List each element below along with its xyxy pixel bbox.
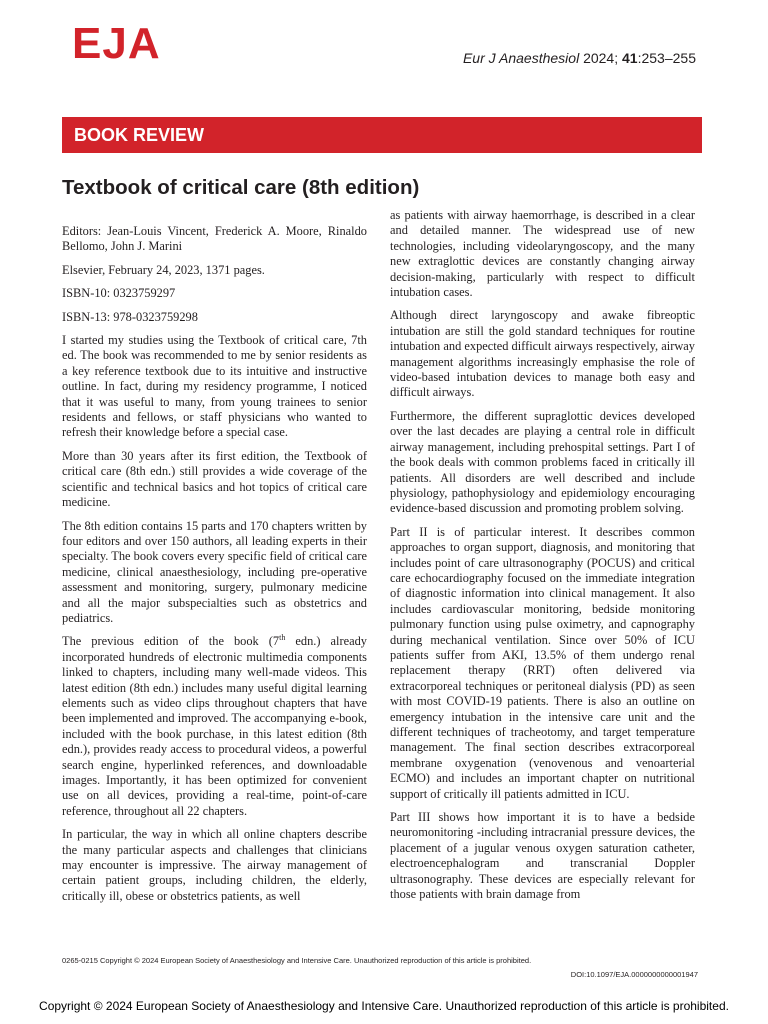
issn-copyright-line: 0265-0215 Copyright © 2024 European Society of Anaesthesiology and Intensive Care. Unauthorized reproduction of this article is prohibited. [62, 956, 532, 965]
superscript: th [279, 633, 286, 643]
book-publisher: Elsevier, February 24, 2023, 1371 pages. [62, 262, 265, 277]
article-title: Textbook of critical care (8th edition) [62, 176, 420, 199]
body-paragraph: Furthermore, the different supraglottic devices developed over the last decades are playing a central role in difficult airway management, including prehospital settings. Part I of the book deals with common problems faced in critically ill patients. All disorders are well described and include physiology, pathophysiology and epidemiology encouraging evidence-based discussion and promoting problem solving. [390, 408, 695, 516]
doi-link[interactable]: DOI:10.1097/EJA.0000000000001947 [570, 970, 698, 979]
journal-year: 2024; [579, 50, 623, 66]
body-paragraph: More than 30 years after its first edition, the Textbook of critical care (8th edn.) still provides a wide coverage of the scientific and technical basics and hot topics of critical care medicine. [62, 448, 367, 510]
journal-name: Eur J Anaesthesiol [462, 50, 580, 66]
book-editors: Editors: Jean-Louis Vincent, Frederick A. Moore, Rinaldo Bellomo, John J. Marini [62, 224, 367, 254]
body-paragraph: In particular, the way in which all online chapters describe the many particular aspects and challenges that clinicians may encounter is impressive. The airway management of certain patient groups, including children, the elderly, critically ill, obese or obstetrics patients, as well [62, 827, 367, 903]
body-paragraph: Although direct laryngoscopy and awake fibreoptic intubation are still the gold standard techniques for routine intubation and expected difficult airways respectively, airway management algorithms increasingly emphasise the role of video-based intubation devices to manage both easy and difficult airways. [390, 308, 695, 400]
body-paragraph-previous-edition [62, 634, 367, 819]
body-paragraph: The 8th edition contains 15 parts and 170 chapters written by four editors and over 150 authors, all leading experts in their specialty. The book covers every specific field of critical care medicine, clinical anaesthesiology, including pre-operative assessment and monitoring, surgery, pulmonary medicine and all the major subspecialties such as obstetrics and pediatrics. [62, 518, 367, 625]
section-banner: BOOK REVIEW [62, 117, 702, 153]
journal-logo: EJA [72, 19, 161, 68]
journal-pages: :253–255 [637, 50, 696, 66]
body-paragraph: as patients with airway haemorrhage, is described in a clear and detailed manner. The widespread use of new technologies, including videolaryngoscopy, and the many new extraglottic devices are constantly changing airway decision-making, particularly with respect to difficult intubation cases. [390, 208, 695, 300]
journal-citation [463, 50, 696, 66]
body-paragraph: Part II is of particular interest. It describes common approaches to organ support, diagnosis, and monitoring that includes point of care ultrasonography (POCUS) and critical care echocardiography focused on the immediate integration of diagnostic information into clinical management. It also includes cardiovascular monitoring, bedside monitoring pulmonary function using pulse oximetry, and capnography during mechanical ventilation. Since over 50% of ICU patients suffer from AKI, 13.5% of them undergo renal replacement therapy (RRT) often delivered via extracorporeal techniques or peritoneal dialysis (PD) as seen with most COVID-19 patients. There is also an outline on emergency intubation in the intensive care unit and the different techniques of tracheotomy, and target temperature management. The final section describes extracorporeal membrane oxygenation (venovenous and venoarterial ECMO) and includes an important chapter on nutritional support of critically ill patients admitted in ICU. [390, 524, 695, 801]
body-paragraph: Part III shows how important it is to have a bedside neuromonitoring -including intracranial pressure devices, the placement of a jugular venous oxygen saturation catheter, electroencephalogram and transcranial Doppler ultrasonography. These devices are especially relevant for those patients with brain damage from [390, 810, 695, 902]
book-isbn10: ISBN-10: 0323759297 [62, 286, 176, 301]
book-isbn13: ISBN-13: 978-0323759298 [62, 309, 198, 324]
book-metadata [62, 224, 367, 325]
text-run: edn.) already incorporated hundreds of electronic multimedia components linked to chapters, including many well-made videos. This latest edition (8th edn.) includes many useful digital learning elements such as video clips throughout chapters that have been implemented and improved. The accompanying e-book, included with the book purchase, in this latest edition (8th edn.), provides ready access to procedural videos, a powerful search engine, hyperlinked references, and downloadable images. Importantly, it has been optimized for convenient use on all devices, providing a real-time, point-of-care reference, throughout all 22 chapters. [62, 634, 367, 818]
copyright-notice: Copyright © 2024 European Society of Anaesthesiology and Intensive Care. Unauthorized reproduction of this article is prohibited. [39, 999, 729, 1013]
right-column [390, 208, 695, 910]
left-column [62, 224, 367, 912]
journal-volume: 41 [622, 50, 638, 66]
text-run: The previous edition of the book (7 [62, 634, 280, 649]
body-paragraph: I started my studies using the Textbook of critical care, 7th ed. The book was recommended to me by senior residents as a key reference textbook due to its intuitive and instructive outline. In fact, during my residency programme, I noticed that it was useful to many, from young trainees to senior residents and fellows, or staff physicians who wanted to refresh their knowledge before a special case. [62, 333, 367, 440]
